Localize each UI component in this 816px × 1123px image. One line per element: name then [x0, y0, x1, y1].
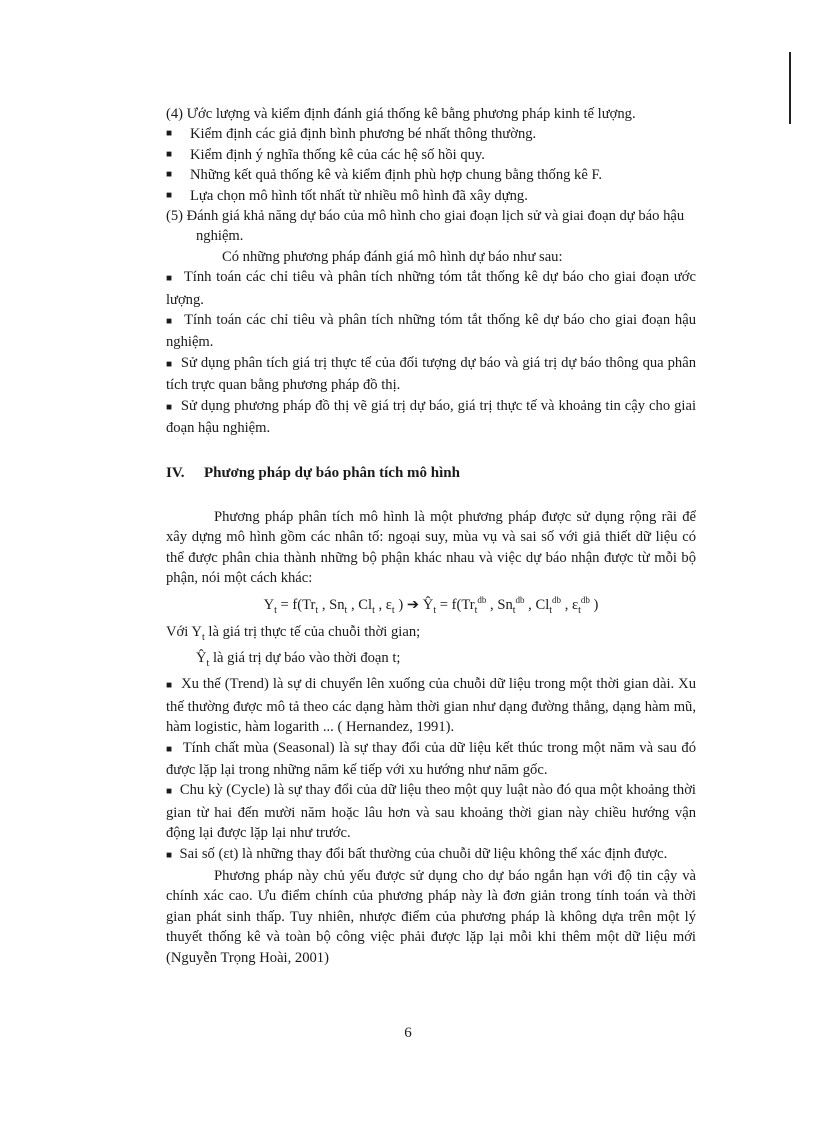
component-cycle: ■ Chu kỳ (Cycle) là sự thay đổi của dữ liệu theo một quy luật nào đó qua một khoảng thời gian từ hai đến mười năm hoặc lâu hơn và sau khoảng thời gian này chiều hướng vận động lại được lặp lại như trước. — [166, 782, 696, 842]
bullet-icon: ■ — [166, 189, 173, 201]
list-item: ■ Lựa chọn mô hình tốt nhất từ nhiều mô hình đã xây dựng. — [166, 186, 696, 206]
arrow-icon: ➔ — [406, 596, 420, 613]
list-item: ■ Kiểm định ý nghĩa thống kê của các hệ số hồi quy. — [166, 145, 696, 165]
bullet-list-1 — [166, 124, 696, 206]
evaluation-intro: Có những phương pháp đánh giá mô hình dự báo như sau: — [222, 248, 563, 265]
bullet-icon: ■ — [166, 849, 180, 861]
decomposition-formula: $Y_t = f(Tr_t$ , $Sn_t$ , $Cl_t$ , $\varepsilon_t$ ) ➔ $Ŷ_t = f(Tr_t^{db}$ , $Sn_t^{db}$ , $Cl_t^{db}$ , $\varepsilon_t^{db}$ ) — [263, 594, 599, 616]
bullet-icon: ■ — [166, 316, 185, 328]
bullet-icon: ■ — [166, 401, 181, 413]
scan-edge-mark — [789, 52, 791, 124]
component-seasonal: ■ Tính chất mùa (Seasonal) là sự thay đổi của dữ liệu kết thúc trong một năm và sau đó được lặp lại trong những năm kế tiếp với xu hướng như năm gốc. — [166, 739, 696, 778]
list-item: ■ Tính toán các chỉ tiêu và phân tích những tóm tắt thống kê dự báo cho giai đoạn hậu nghiệm. — [166, 312, 696, 351]
document-page — [166, 104, 696, 968]
summary-paragraph: Phương pháp này chủ yếu được sử dụng cho dự báo ngắn hạn với độ tin cậy và chính xác cao. Ưu điểm chính của phương pháp này là đơn giản trong tính toán và thời gian phát sinh thấp. Tuy nhiên, nhược điểm của phương pháp là không dựa trên một lý thuyết thống kê và toàn bộ công việc phải được lặp lại mỗi khi thêm một dữ liệu mới (Nguyễn Trọng Hoài, 2001) — [166, 867, 696, 966]
bullet-icon: ■ — [166, 743, 183, 755]
component-trend: ■ Xu thế (Trend) là sự di chuyển lên xuống của chuỗi dữ liệu trong một thời gian dài. Xu thế thường được mô tả theo các dạng hàm thời gian như dạng đường thẳng, dạng hàm mũ, hàm logistic, hàm logarith ... ( Hernandez, 1991). — [166, 676, 697, 736]
bullet-icon: ■ — [166, 148, 173, 160]
component-error: ■ Sai số (εt) là những thay đổi bất thường của chuỗi dữ liệu không thể xác định được. — [166, 845, 668, 862]
bullet-icon: ■ — [166, 128, 173, 140]
list-item: ■ Kiểm định các giả định bình phương bé nhất thông thường. — [166, 124, 696, 144]
page-number: 6 — [404, 1025, 412, 1041]
section-heading — [166, 463, 696, 483]
bullet-icon: ■ — [166, 786, 180, 798]
list-item: ■ Sử dụng phương pháp đồ thị vẽ giá trị dự báo, giá trị thực tế và khoảng tin cậy cho giai đoạn hậu nghiệm. — [166, 397, 696, 437]
bullet-icon: ■ — [166, 358, 181, 370]
definition-forecast: $Ŷ_t$ là giá trị dự báo vào thời đoạn t; — [196, 650, 401, 669]
definition-actual: Với $Y_t$ là giá trị thực tế của chuỗi thời gian; — [166, 623, 421, 643]
list-item: ■ Những kết quả thống kê và kiểm định phù hợp chung bằng thống kê F. — [166, 165, 696, 185]
list-item: ■ Tính toán các chỉ tiêu và phân tích những tóm tắt thống kê dự báo cho giai đoạn ước lượng. — [166, 269, 696, 308]
bullet-list-2 — [166, 267, 696, 438]
bullet-icon: ■ — [166, 680, 182, 692]
bullet-icon: ■ — [166, 169, 173, 181]
bullet-icon: ■ — [166, 273, 184, 285]
section-title: Phương pháp dự báo phân tích mô hình — [204, 464, 460, 481]
step-5: (5) Đánh giá khả năng dự báo của mô hình cho giai đoạn lịch sử và giai đoạn dự báo hậu nghiệm. — [166, 208, 685, 245]
list-item: ■ Sử dụng phân tích giá trị thực tế của đối tượng dự báo và giá trị dự báo thông qua phân tích trực quan bằng phương pháp đồ thị. — [166, 354, 696, 394]
intro-paragraph: Phương pháp phân tích mô hình là một phương pháp được sử dụng rộng rãi để xây dựng mô hình gồm các nhân tố: ngoại suy, mùa vụ và sai số với giả thiết dữ liệu có thể được phân chia thành những bộ phận khác nhau và việc dự báo nhận được từ mỗi bộ phận, nói một cách khác: — [166, 508, 696, 587]
section-number: IV. — [166, 464, 185, 481]
step-4: (4) Ước lượng và kiểm định đánh giá thống kê bằng phương pháp kinh tế lượng. — [166, 106, 636, 122]
